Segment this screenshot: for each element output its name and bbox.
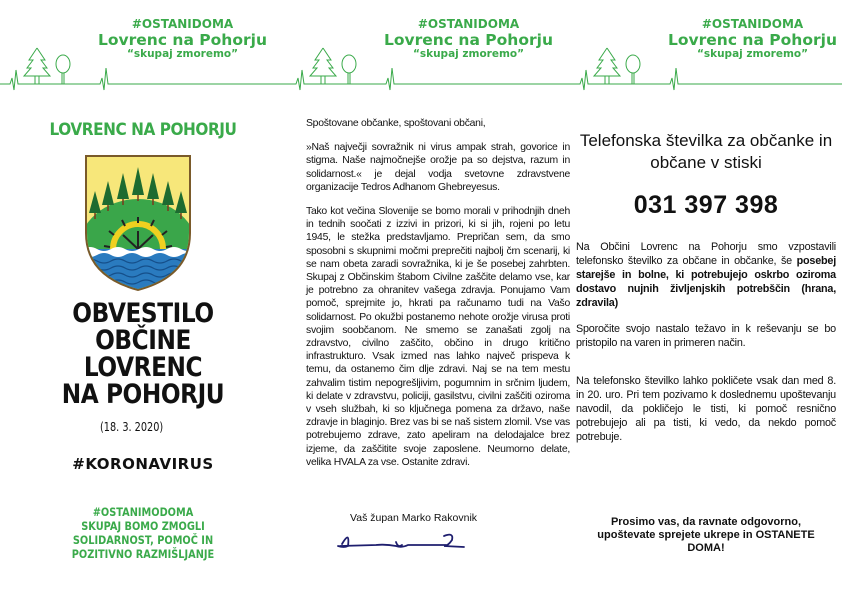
hotline-paragraph: Sporočite svojo nastalo težavo in k reševanju se bo pristopilo na varen in primeren način. — [576, 323, 836, 349]
header-hashtag: #OSTANIDOMA — [701, 17, 804, 31]
header-town: Lovrenc na Pohorju — [384, 30, 553, 49]
notice-title-line: OBVESTILO — [72, 298, 214, 329]
header-slogan: “skupaj zmoremo” — [126, 47, 239, 60]
header-slogan: “skupaj zmoremo” — [696, 47, 809, 60]
brand-title: LOVRENC NA POHORJU — [49, 120, 237, 140]
panel-left — [0, 0, 286, 595]
letter-quote: »Naš največji sovražnik ni virus ampak strah, govorice in stigma. Naše najmočnejše orožje pa so dejstva, razum in solidarnost.« je dejal vodja svetovne zdravstvene organizacije Tedros Adhanom Ghebreyesus. — [306, 142, 570, 193]
panel-middle — [286, 0, 570, 595]
hotline-para1-bold: posebej starejše in bolne, ki potrebujejo oskrbo oziroma dostavo nujnih življenjskih potrebščin (hrana, zdravila) — [576, 255, 836, 309]
solidarity-slogan — [0, 505, 286, 561]
panel-right — [570, 0, 842, 595]
koronavirus-hashtag: #KORONAVIRUS — [72, 455, 214, 473]
hotline-phone-number[interactable]: 031 397 398 — [633, 191, 779, 219]
letter-greeting: Spoštovane občanke, spoštovani občani, — [306, 118, 486, 129]
panel-header — [570, 0, 842, 100]
notice-title-line: NA POHORJU — [61, 379, 225, 410]
hotline-info — [576, 240, 836, 456]
header-town: Lovrenc na Pohorju — [98, 30, 267, 49]
letter-body: Tako kot večina Slovenije se bomo morali v prihodnjih dneh in tednih soočati z izzivi in prizori, ki si jih, rojeni po letu 1945, le stežka predstavljamo. Prepričan sem, da smo sposobni s skupnimi močmi preprečiti najbolj črn scenarij, ki se nam obeta zaradi sovražnika, ki je še posebej zahrbten. Skupaj z Občinskim štabom Civilne zaščite delamo vse, kar je potrebno za ohranitev vašega zdravja. Ponujamo Vam pomoč, sprejmite jo, hkrati pa računamo tudi na Vašo solidarnost. Po okužbi postanemo nehote orožje virusa proti svojim soobčanom. Ne smemo se zanašati zgolj na zdravstvo, civilno zaščito, občino in drugo kritično infrastrukturo. Vsak izmed nas lahko največ prispeva k temu, da ostanemo čim dlje zdravi. Naj se na tem mestu zahvalim tistim nepogrešljivim, pogumnim in srčnim ljudem, ki delate v zdravstvu, policiji, gasilstvu, civilni zaščiti oziroma v vseh službah, ki so ključnega pomena za državo, naše zdravje in blaginjo. Brez vas bi se naš sistem zlomil. Vse vas potrebujemo zdrave, zato apeliram na delodajalce brez izjeme, da zaščitite svoje zaposlene. Neumorno delate, velika HVALA za vse. Ostanite zdravi. — [306, 206, 570, 468]
signature-name: Vaš župan Marko Rakovnik — [350, 512, 478, 524]
slogan-line: SOLIDARNOST, POMOČ IN — [72, 533, 214, 547]
mayor-letter — [306, 117, 570, 480]
notice-title — [0, 300, 286, 408]
slogan-line: SKUPAJ BOMO ZMOGLI — [81, 519, 205, 533]
header-hashtag: #OSTANIDOMA — [131, 17, 234, 31]
header-hashtag: #OSTANIDOMA — [417, 17, 520, 31]
closing-appeal: Prosimo vas, da ravnate odgovorno, upoštevate sprejete ukrepe in OSTANETE DOMA! — [597, 516, 815, 554]
hotline-paragraph — [576, 240, 836, 310]
notice-title-line: OBČINE — [95, 325, 191, 356]
hotline-para1-plain: Na Občini Lovrenc na Pohorju smo vzpostavili telefonsko številko za občane in občanke, še — [576, 241, 836, 267]
header-slogan: “skupaj zmoremo” — [412, 47, 525, 60]
header-town: Lovrenc na Pohorju — [668, 30, 837, 49]
panel-header — [0, 0, 286, 100]
panel-header — [286, 0, 570, 100]
handwritten-signature-icon — [336, 528, 486, 554]
coat-of-arms-icon — [83, 153, 193, 293]
hotline-title: Telefonska številka za občanke in občane v stiski — [579, 131, 833, 172]
notice-date: (18. 3. 2020) — [100, 420, 164, 434]
notice-title-line: LOVRENC — [83, 352, 203, 383]
slogan-line: POZITIVNO RAZMIŠLJANJE — [71, 547, 215, 561]
slogan-line: #OSTANIMODOMA — [92, 505, 194, 519]
hotline-paragraph: Na telefonsko številko lahko pokličete vsak dan med 8. in 20. uro. Pri tem pozivamo k doslednemu upoštevanju navodil, da pokličejo le tisti, ki pomoč resnično potrebujejo ali pa tisti, ki vedo, da nekdo pomoč potrebuje. — [576, 375, 836, 443]
